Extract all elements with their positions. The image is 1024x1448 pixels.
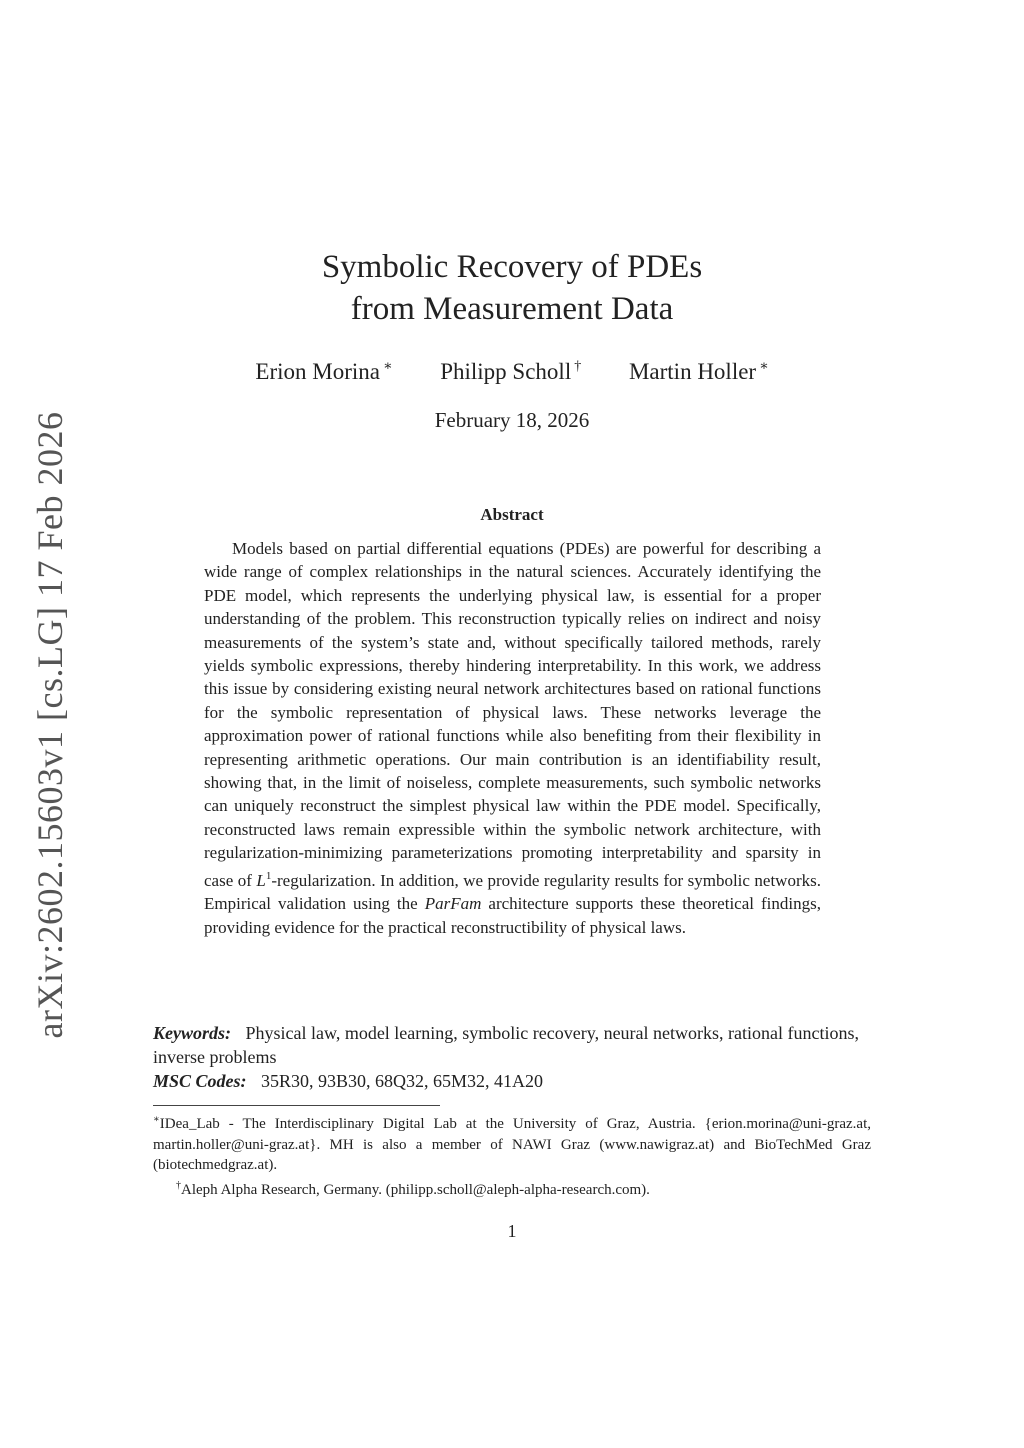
msc-label: MSC Codes: [153, 1071, 247, 1091]
affiliation-mark: † [574, 359, 582, 374]
footnote-2-text: Aleph Alpha Research, Germany. (philipp.scholl@aleph-alpha-research.com). [181, 1181, 650, 1198]
keywords-text: Physical law, model learning, symbolic recovery, neural networks, rational functions, inverse problems [153, 1023, 859, 1067]
parfam-name: ParFam [424, 894, 482, 914]
keywords-label: Keywords: [153, 1023, 231, 1043]
affiliation-mark: ∗ [759, 359, 769, 374]
author-3 [629, 358, 769, 385]
footnote-1-text: IDea_Lab - The Interdisciplinary Digital Lab at the University of Graz, Austria. {erion.morina@uni-graz.at, martin.holler@uni-graz.at}. MH is also a member of NAWI Graz (www.nawigraz.at) and BioTechMed Graz (biotechmedgraz.at). [153, 1116, 871, 1173]
footnote-2 [153, 1176, 871, 1201]
footnote-1 [153, 1110, 871, 1176]
abstract-text-part-3: architecture supports these theoretical findings, providing evidence for the practical reconstructibility of physical laws. [204, 894, 821, 937]
msc-text: 35R30, 93B30, 68Q32, 65M32, 41A20 [261, 1071, 544, 1091]
footnote-2-mark: † [176, 1179, 181, 1191]
footnote-divider [153, 1105, 440, 1106]
l-norm-exponent: 1 [265, 869, 272, 882]
author-list [0, 358, 1024, 385]
page-number: 1 [507, 1221, 517, 1241]
paper-title [0, 246, 1024, 330]
abstract-heading: Abstract [480, 505, 544, 524]
footnotes [153, 1110, 871, 1200]
title-line-2: from Measurement Data [350, 291, 674, 327]
footnote-1-mark: ∗ [153, 1114, 160, 1125]
author-name: Philipp Scholl [440, 359, 572, 384]
title-line-1: Symbolic Recovery of PDEs [321, 249, 703, 285]
abstract-text-part-2: -regularization. In addition, we provide regularity results for symbolic networks. Empirical validation using the [204, 870, 821, 914]
abstract-text-part-1: Models based on partial differential equations (PDEs) are powerful for describing a wide range of complex relationships in the natural sciences. Accurately identifying the PDE model, which represents the underlying physical law, is essential for a proper understanding of the problem. This reconstruction typically relies on indirect and noisy measurements of the system’s state and, without specifically tailored methods, rarely yields symbolic expressions, thereby hindering interpretability. In this work, we address this issue by considering existing neural network architectures based on rational functions for the symbolic representation of physical laws. These networks leverage the approximation power of rational functions while also benefiting from their flexibility in representing arithmetic operations. Our main contribution is an identifiability result, showing that, in the limit of noiseless, complete measurements, such symbolic networks can uniquely reconstruct the simplest physical law within the PDE model. Specifically, reconstructed laws remain expressible within the symbolic network architecture, with regularization-minimizing parameterizations promoting interpretability and sparsity in case of [204, 539, 821, 890]
keywords-section [153, 1021, 871, 1069]
affiliation-mark: ∗ [382, 359, 393, 374]
author-2 [440, 359, 581, 385]
author-name: Erion Morina [255, 359, 380, 384]
abstract-body [204, 537, 821, 939]
arxiv-identifier: arXiv:2602.15603v1 [cs.LG] 17 Feb 2026 [30, 411, 70, 1039]
author-1 [255, 358, 392, 385]
publication-date: February 18, 2026 [434, 408, 590, 432]
msc-codes-section [153, 1071, 543, 1092]
author-name: Martin Holler [628, 359, 757, 384]
l-norm-symbol: L [256, 870, 266, 890]
